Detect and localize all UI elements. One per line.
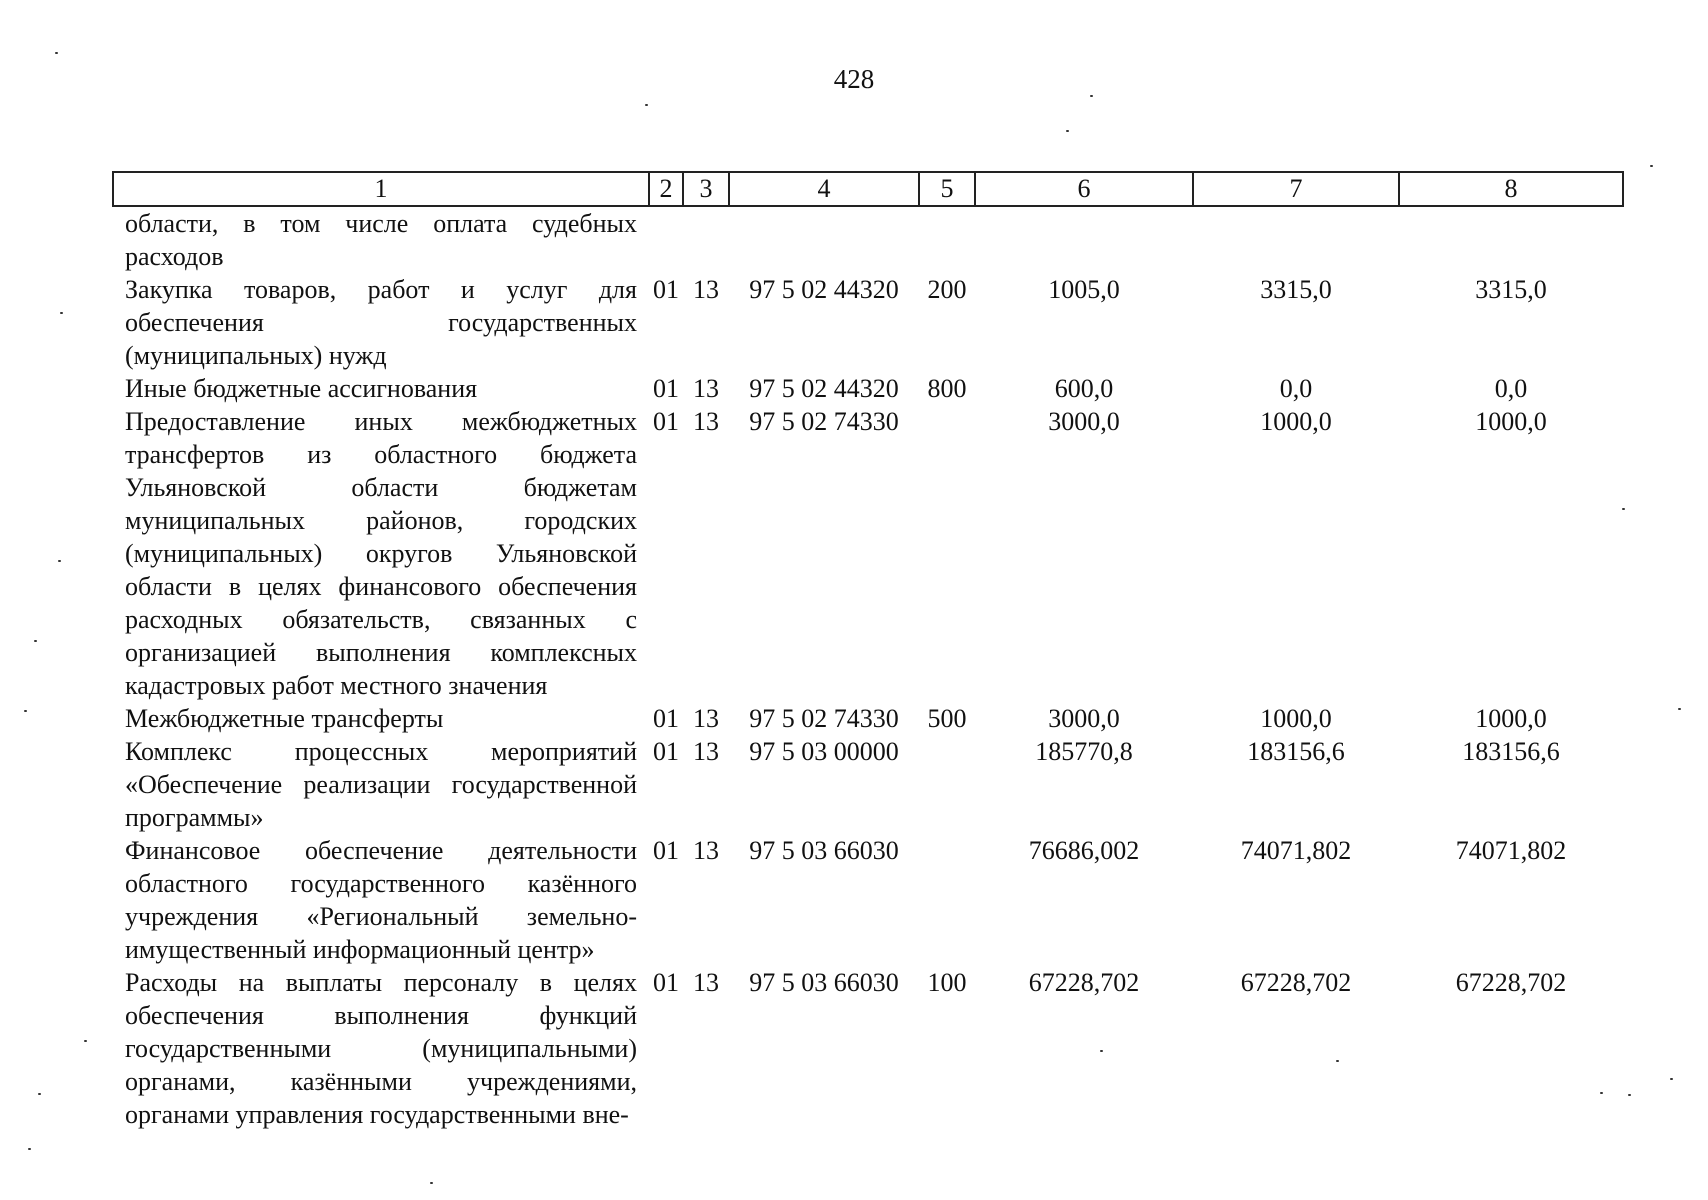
row-value-col8: 1000,0 xyxy=(1475,704,1547,733)
scan-speck xyxy=(1678,708,1681,710)
scan-speck xyxy=(1100,1050,1103,1052)
row-value-col8: 3315,0 xyxy=(1475,275,1547,304)
scan-speck xyxy=(430,1182,433,1184)
row-name: Расходы на выплаты персоналу в целях обеспечения выполнения функций государственными (муниципальными) органами, казёнными учреждениями, органами управления государственными вне- xyxy=(125,968,637,1129)
scan-speck xyxy=(1670,1078,1673,1080)
scan-speck xyxy=(38,1093,41,1095)
row-value-col7: 1000,0 xyxy=(1260,407,1332,436)
header-col-3: 3 xyxy=(683,172,729,206)
row-expense-type: 100 xyxy=(927,968,967,997)
header-col-7: 7 xyxy=(1193,172,1399,206)
table-row xyxy=(113,966,1623,1131)
row-name: Финансовое обеспечение деятельности областного государственного казённого учреждения «Региональный земельно-имущественный информационный центр» xyxy=(125,836,637,964)
row-code: 97 5 03 66030 xyxy=(749,968,899,997)
header-col-4: 4 xyxy=(729,172,919,206)
scan-speck xyxy=(1336,1060,1339,1062)
scan-speck xyxy=(60,312,63,314)
row-section: 01 xyxy=(653,407,679,436)
row-expense-type xyxy=(919,405,975,702)
row-value-col8: 183156,6 xyxy=(1462,737,1560,766)
row-subsection: 13 xyxy=(693,737,719,766)
row-value-col6: 67228,702 xyxy=(1028,968,1140,997)
header-col-8: 8 xyxy=(1399,172,1623,206)
header-col-2: 2 xyxy=(649,172,683,206)
scan-speck xyxy=(58,560,61,562)
header-row xyxy=(113,172,1623,206)
scan-speck xyxy=(28,1148,31,1150)
row-code: 97 5 02 74330 xyxy=(749,704,899,733)
scan-speck xyxy=(1066,130,1069,132)
row-section: 01 xyxy=(653,737,679,766)
row-value-col6: 3000,0 xyxy=(1048,704,1120,733)
header-col-1: 1 xyxy=(113,172,649,206)
row-value-col7: 1000,0 xyxy=(1260,704,1332,733)
row-value-col7: 183156,6 xyxy=(1247,737,1345,766)
row-value-col8: 67228,702 xyxy=(1455,968,1567,997)
row-code: 97 5 02 44320 xyxy=(749,374,899,403)
row-name: области, в том числе оплата судебных расходов xyxy=(125,209,637,271)
row-section: 01 xyxy=(653,968,679,997)
scan-speck xyxy=(645,104,648,106)
page-number: 428 xyxy=(833,64,875,94)
row-value-col7 xyxy=(1193,206,1399,273)
header-col-5: 5 xyxy=(919,172,975,206)
row-name: Предоставление иных межбюджетных трансфертов из областного бюджета Ульяновской области бюджетам муниципальных районов, городских (муниципальных) округов Ульяновской области в целях финансового обеспечения расходных обязательств, связанных с организацией выполнения комплексных кадастровых работ местного значения xyxy=(125,407,637,700)
row-section: 01 xyxy=(653,275,679,304)
row-value-col7: 3315,0 xyxy=(1260,275,1332,304)
row-value-col7: 67228,702 xyxy=(1240,968,1352,997)
row-value-col8 xyxy=(1399,206,1623,273)
row-name: Закупка товаров, работ и услуг для обеспечения государственных (муниципальных) нужд xyxy=(125,275,637,370)
row-expense-type xyxy=(919,735,975,834)
scan-speck xyxy=(55,52,58,54)
row-value-col6: 1005,0 xyxy=(1048,275,1120,304)
scan-speck xyxy=(1622,508,1625,510)
row-code: 97 5 02 44320 xyxy=(749,275,899,304)
row-value-col6: 600,0 xyxy=(1054,374,1114,403)
table-row xyxy=(113,372,1623,405)
scan-speck xyxy=(1600,1092,1603,1094)
row-value-col6: 3000,0 xyxy=(1048,407,1120,436)
row-value-col6: 185770,8 xyxy=(1035,737,1133,766)
row-expense-type: 800 xyxy=(927,374,967,403)
budget-table xyxy=(112,171,1624,1131)
row-subsection xyxy=(683,206,729,273)
row-expense-type xyxy=(919,834,975,966)
table-row xyxy=(113,702,1623,735)
header-col-6: 6 xyxy=(975,172,1193,206)
table-row xyxy=(113,834,1623,966)
row-subsection: 13 xyxy=(693,968,719,997)
row-expense-type: 200 xyxy=(927,275,967,304)
row-expense-type: 500 xyxy=(927,704,967,733)
row-value-col6 xyxy=(975,206,1193,273)
row-code: 97 5 02 74330 xyxy=(749,407,899,436)
row-subsection: 13 xyxy=(693,407,719,436)
scan-speck xyxy=(1650,165,1653,167)
table-row xyxy=(113,206,1623,273)
scan-speck xyxy=(1090,95,1093,97)
table-row xyxy=(113,405,1623,702)
row-name: Комплекс процессных мероприятий «Обеспечение реализации государственной программы» xyxy=(125,737,637,832)
scan-speck xyxy=(1628,1094,1631,1096)
row-value-col7: 0,0 xyxy=(1279,374,1313,403)
row-subsection: 13 xyxy=(693,836,719,865)
scan-speck xyxy=(24,710,27,712)
row-name: Иные бюджетные ассигнования xyxy=(125,374,478,403)
row-value-col8: 74071,802 xyxy=(1455,836,1567,865)
row-subsection: 13 xyxy=(693,275,719,304)
row-code xyxy=(729,206,919,273)
row-code: 97 5 03 66030 xyxy=(749,836,899,865)
row-section xyxy=(649,206,683,273)
row-code: 97 5 03 00000 xyxy=(749,737,899,766)
row-value-col6: 76686,002 xyxy=(1028,836,1140,865)
row-section: 01 xyxy=(653,374,679,403)
table-row xyxy=(113,273,1623,372)
row-subsection: 13 xyxy=(693,374,719,403)
row-expense-type xyxy=(919,206,975,273)
scan-speck xyxy=(34,640,37,642)
row-value-col8: 0,0 xyxy=(1494,374,1528,403)
table-row xyxy=(113,735,1623,834)
row-value-col7: 74071,802 xyxy=(1240,836,1352,865)
row-value-col8: 1000,0 xyxy=(1475,407,1547,436)
row-section: 01 xyxy=(653,704,679,733)
scan-speck xyxy=(84,1040,87,1042)
row-name: Межбюджетные трансферты xyxy=(125,704,444,733)
row-subsection: 13 xyxy=(693,704,719,733)
row-section: 01 xyxy=(653,836,679,865)
